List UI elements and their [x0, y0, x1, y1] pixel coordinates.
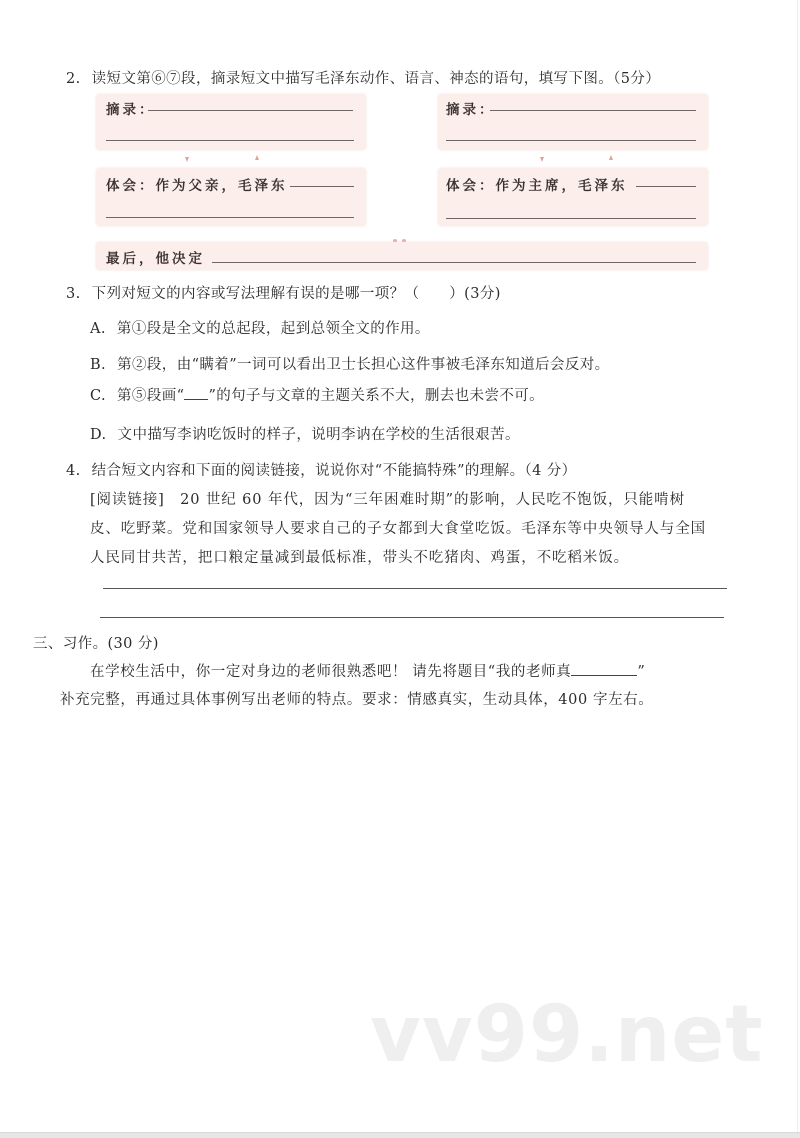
- answer-line-1[interactable]: [103, 588, 727, 589]
- question-4-number: 4.: [66, 463, 81, 479]
- right-excerpt-line-2[interactable]: [446, 140, 696, 141]
- arrow-up-icon: [609, 155, 613, 160]
- section-3-line-1: [90, 660, 645, 681]
- option-c-letter: C.: [90, 388, 106, 404]
- page-edge: [797, 0, 798, 1132]
- arrow-down-icon: [185, 157, 189, 162]
- option-c-text-before: 第⑤段画“: [117, 388, 185, 404]
- question-2-prompt: 读短文第⑥⑦段，摘录短文中描写毛泽东动作、语言、神态的语句，填写下图。（5分）: [91, 71, 661, 87]
- option-b[interactable]: [90, 353, 610, 374]
- option-a[interactable]: [90, 317, 430, 338]
- section-3-line-1-text: 在学校生活中，你一定对身边的老师很熟悉吧！ 请先将题目“我的老师真: [90, 664, 572, 680]
- left-insight-label: 体会：作为父亲，毛泽东: [106, 178, 288, 194]
- right-insight-label: 体会：作为主席，毛泽东: [446, 178, 628, 194]
- right-insight-line-1[interactable]: [636, 186, 696, 187]
- title-blank[interactable]: [571, 675, 637, 676]
- arrow-up-icon: [255, 155, 259, 160]
- option-c-text-after: ”的句子与文章的主题关系不大，删去也未尝不可。: [208, 388, 545, 404]
- option-d-text: 文中描写李讷吃饭时的样子，说明李讷在学校的生活很艰苦。: [117, 427, 520, 443]
- conclusion-label: 最后，他决定: [106, 251, 205, 267]
- section-3-heading: 三、习作。(30 分): [33, 636, 159, 652]
- question-2-number: 2.: [66, 71, 81, 87]
- watermark: vv99.net: [370, 990, 764, 1080]
- left-excerpt-line-1[interactable]: [148, 110, 353, 111]
- right-excerpt-line-1[interactable]: [490, 110, 696, 111]
- option-c-underline-sample: [184, 399, 208, 400]
- reading-link-line-2: 皮、吃野菜。党和国家领导人要求自己的子女都到大食堂吃饭。毛泽东等中央领导人与全国: [90, 521, 706, 537]
- option-c[interactable]: [90, 384, 544, 405]
- section-3-line-2: 补充完整，再通过具体事例写出老师的特点。要求：情感真实，生动具体，400 字左右。: [60, 692, 654, 708]
- question-3-prompt: 下列对短文的内容或写法理解有误的是哪一项？（ ）(3分): [91, 286, 501, 302]
- question-4-prompt: 结合短文内容和下面的阅读链接，说说你对“不能搞特殊”的理解。（4 分）: [91, 463, 577, 479]
- answer-line-2[interactable]: [100, 617, 724, 618]
- left-excerpt-line-2[interactable]: [106, 140, 354, 141]
- option-b-text: 第②段，由“瞒着”一词可以看出卫士长担心这件事被毛泽东知道后会反对。: [117, 357, 610, 373]
- question-2: [66, 67, 660, 88]
- option-d-letter: D.: [90, 427, 107, 443]
- question-3: [66, 282, 501, 303]
- question-4: [66, 459, 577, 480]
- left-excerpt-label: 摘录：: [106, 102, 156, 118]
- right-insight-line-2[interactable]: [446, 218, 696, 219]
- reading-link-line-1: [阅读链接] 20 世纪 60 年代，因为“三年困难时期”的影响，人民吃不饱饭，只能啃树: [90, 492, 685, 508]
- section-3-line-1-close-quote: ”: [637, 664, 646, 680]
- left-insight-line-2[interactable]: [106, 217, 354, 218]
- reading-link-line-3: 人民同甘共苦，把口粮定量减到最低标准，带头不吃猪肉、鸡蛋，不吃稻米饭。: [90, 550, 629, 566]
- option-a-letter: A.: [90, 321, 106, 337]
- option-b-letter: B.: [90, 357, 107, 373]
- option-d[interactable]: [90, 423, 520, 444]
- arrow-down-icon: [540, 157, 544, 162]
- conclusion-line[interactable]: [212, 262, 696, 263]
- right-excerpt-label: 摘录：: [446, 102, 496, 118]
- page-bottom-border: [0, 1132, 800, 1138]
- option-a-text: 第①段是全文的总起段，起到总领全文的作用。: [116, 321, 430, 337]
- left-insight-line-1[interactable]: [290, 186, 354, 187]
- question-3-number: 3.: [66, 286, 81, 302]
